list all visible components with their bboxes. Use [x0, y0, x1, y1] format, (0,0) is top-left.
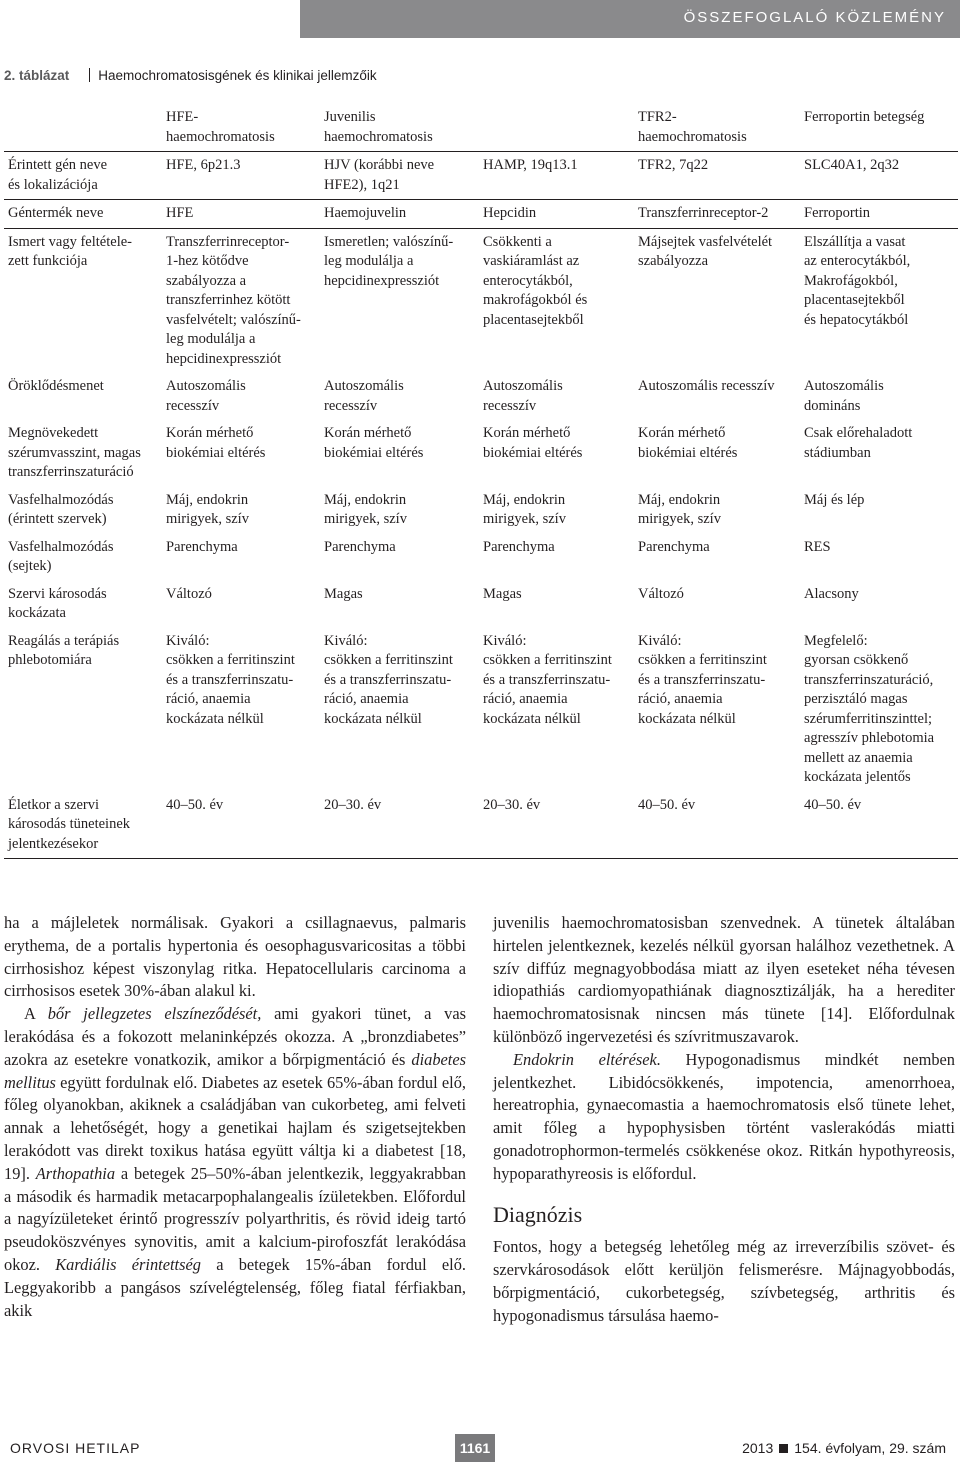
table-row	[4, 792, 958, 859]
table-cell: RES	[804, 538, 831, 555]
table-row	[4, 200, 958, 229]
table-cell: Magas	[324, 585, 363, 602]
section-heading: Diagnózis	[493, 1201, 583, 1227]
table-cell: Korán mérhető biokémiai eltérés	[166, 425, 266, 461]
table-cell: HAMP, 19q13.1	[479, 152, 634, 200]
table-cell: Májsejtek vasfelvételét szabályozza	[638, 233, 773, 269]
text-run: ami gyakori tünet, a vas lerakódása és a fokozott melaninképzés okozza. A „bronzdiabetes” azokra az esetekre vonatkozik, amikor a bőrpigmentáció és	[4, 1004, 466, 1069]
paragraph	[4, 1003, 466, 1322]
table-cell: Máj, endokrin mirigyek, szív	[166, 491, 249, 527]
table-cell: Máj, endokrin mirigyek, szív	[638, 491, 721, 527]
table-cell: Alacsony	[804, 585, 859, 602]
table-cell: Máj, endokrin mirigyek, szív	[483, 491, 566, 527]
table-cell: Parenchyma	[483, 538, 555, 555]
table-cell: Korán mérhető biokémiai eltérés	[324, 425, 424, 461]
table-cell: Magas	[483, 585, 522, 602]
table-cell: HFE, 6p21.3	[162, 152, 320, 200]
table-cell: TFR2, 7q22	[634, 152, 800, 200]
left-column	[4, 912, 466, 1322]
table-cell: Máj, endokrin mirigyek, szív	[324, 491, 407, 527]
table-cell: Transzferrinreceptor- 1-hez kötődve szabályozza a transzferrinhez kötött vasfelvételt; valószínű- leg modulálja a hepcidinexpressziót	[166, 233, 301, 367]
row-label-cell: Érintett gén neve és lokalizációja	[4, 152, 162, 200]
table-cell: 40–50. év	[162, 792, 320, 859]
banner-label: ÖSSZEFOGLALÓ KÖZLEMÉNY	[683, 9, 946, 26]
table-cell: Máj és lép	[804, 491, 865, 508]
table-cell: Változó	[638, 585, 684, 602]
table-number: 2. táblázat	[4, 68, 70, 83]
table-cell: 40–50. év	[634, 792, 800, 859]
text-run: együtt fordulnak elő. Diabetes az esetek 65%-ában fordul elő, főleg olyanokban, akiknek a családjában van cukorbeteg, ami felveti annak a lehetőségét, hogy a genetikai hajlam és szigetsejtekben lerakódott vas direkt toxikus hatása együtt váltja ki a diabetest [18, 19].	[4, 1072, 466, 1183]
italic-term: Arthopathia	[35, 1163, 116, 1183]
table-cell: HJV (korábbi neve HFE2), 1q21	[320, 152, 479, 200]
row-label-cell: Öröklődésmenet	[8, 378, 104, 394]
table-cell: Parenchyma	[638, 538, 710, 555]
table-cell: Ferroportin betegség	[800, 104, 958, 152]
row-label-cell: Szervi károsodás kockázata	[8, 585, 107, 621]
table-cell: Csak előrehaladott stádiumban	[804, 425, 913, 461]
text-run: a betegek 25–50%-ában jelentkezik, leggyakrabban a második és harmadik metacarpophalangealis ízületekben. Előfordul a nagyízületeket érintő progresszív polyarthritis, és rövid ideig tartó pseudoköszvényes synovitis, amit a kalcium-pirofoszfát lerakódása okoz.	[4, 1163, 466, 1274]
row-label-cell: Megnövekedett szérumvasszint, magas transzferrinszaturáció	[8, 425, 141, 480]
section-banner	[0, 0, 960, 38]
paragraph: Fontos, hogy a betegség lehetőleg még az irreverzíbilis szövet- és szervkárosodások előtt kerüljön felismerésre. Májnagyobbodás, bőrpigmentáció, cukorbetegség, szívbetegség, arthritis és hypogonadismus társulása haemo-	[493, 1237, 955, 1325]
row-label-cell: Reagálás a terápiás phlebotomiára	[8, 632, 120, 668]
table-cell: Autoszomális recesszív	[166, 378, 246, 414]
table-cell: Megfelelő: gyorsan csökkenő transzferrinszaturáció, perzisztáló magas szérumferritinszinttel; agresszív phlebotomia mellett az anaemia kockázata jelentős	[804, 632, 935, 785]
italic-term: Kardiális érintettség	[55, 1254, 201, 1274]
paragraph	[493, 1049, 955, 1186]
issue-info	[742, 1440, 946, 1456]
row-label-cell	[4, 104, 162, 152]
italic-term: diabetes mellitus	[4, 1049, 466, 1092]
table-cell: Autoszomális recesszív	[638, 378, 775, 394]
page-number: 1161	[455, 1434, 495, 1462]
table-cell: Hepcidin	[479, 200, 634, 229]
table-caption	[4, 68, 377, 83]
italic-term: bőr jellegzetes elszíneződését,	[47, 1004, 262, 1024]
table-cell: Autoszomális domináns	[804, 378, 884, 414]
table-cell: 20–30. év	[320, 792, 479, 859]
table-cell: Korán mérhető biokémiai eltérés	[483, 425, 583, 461]
volume: 154. évfolyam, 29. szám	[794, 1440, 946, 1456]
text-run: Hypogonadismus mindkét nemben jelentkezhet. Libidócsökkenés, impotencia, amenorrhoea, hereatrophia, gynaecomastia a haemochromatosis első tünete lehet, amit főleg a hypophysisben történt vaslerakódás miatti gonadotrophormon-termelés csökkenése okoz. Ritkán hypothyreosis, hypoparathyreosis is előfordul.	[493, 1049, 955, 1183]
table-cell: Parenchyma	[166, 538, 238, 555]
table-row	[4, 228, 958, 373]
row-label-cell: Életkor a szervi károsodás tüneteinek jelentkezésekor	[4, 792, 162, 859]
table-cell: Autoszomális recesszív	[324, 378, 404, 414]
gene-comparison-table	[4, 104, 958, 859]
table-cell: Változó	[166, 585, 212, 602]
table-header-row	[4, 104, 958, 152]
table-cell: TFR2- haemochromatosis	[634, 104, 800, 152]
table-cell: Haemojuvelin	[320, 200, 479, 229]
table-cell: Transzferrinreceptor-2	[634, 200, 800, 229]
text-run: A	[24, 1004, 48, 1024]
table-row	[4, 487, 958, 534]
square-bullet-icon	[779, 1444, 788, 1453]
table-cell: Korán mérhető biokémiai eltérés	[638, 425, 738, 461]
table-cell: Kiváló: csökken a ferritinszint és a transzferrinszatu- ráció, anaemia kockázata nélkül	[166, 632, 295, 727]
row-label-cell: Géntermék neve	[4, 200, 162, 229]
table-cell: Juvenilis haemochromatosis	[320, 104, 479, 152]
table-row	[4, 152, 958, 200]
page-footer	[0, 1434, 960, 1464]
table-cell: Kiváló: csökken a ferritinszint és a transzferrinszatu- ráció, anaemia kockázata nélkül	[483, 632, 612, 727]
year: 2013	[742, 1440, 774, 1456]
journal-name: ORVOSI HETILAP	[10, 1440, 141, 1456]
row-label-cell: Vasfelhalmozódás (érintett szervek)	[8, 491, 114, 527]
row-label-cell: Ismert vagy feltétele- zett funkciója	[8, 233, 132, 269]
paragraph: juvenilis haemochromatosisban szenvednek. A tünetek általában hirtelen jelentkeznek, kezelés nélkül gyorsan halálhoz vezethetnek. A szív diffúz megnagyobbodása miatt az ilyen eseteket néha tévesen idiopathiás cardiomyopathiának diagnosztizálják, ha a herediter haemochromatosisnak nincsen más tünete [14]. Előfordulnak különböző ingervezetési és szívritmuszavarok.	[493, 913, 955, 1046]
table-cell: Csökkenti a vaskiáramlást az enterocytákból, makrofágokból és placentasejtekből	[483, 233, 588, 328]
table-cell: Kiváló: csökken a ferritinszint és a transzferrinszatu- ráció, anaemia kockázata nélkül	[638, 632, 767, 727]
caption-divider	[89, 68, 90, 82]
italic-term: Endokrin eltérések.	[513, 1049, 661, 1069]
table-cell: SLC40A1, 2q32	[800, 152, 958, 200]
table-cell	[479, 104, 634, 152]
table-cell: Elszállítja a vasat az enterocytákból, Makrofágokból, placentasejtekből és hepatocytákból	[804, 233, 911, 328]
table-title: Haemochromatosisgének és klinikai jellemzőik	[98, 68, 377, 83]
table-row	[4, 373, 958, 420]
table-cell: Autoszomális recesszív	[483, 378, 563, 414]
text-run: a betegek 15%-ában fordul elő. Leggyakoribb a pangásos szívelégtelenség, főleg fiatal férfiakban, akik	[4, 1254, 466, 1320]
table-cell: 40–50. év	[800, 792, 958, 859]
table-cell: HFE- haemochromatosis	[162, 104, 320, 152]
table-cell: Ferroportin	[800, 200, 958, 229]
table-cell: Parenchyma	[324, 538, 396, 555]
paragraph: ha a májleletek normálisak. Gyakori a csillagnaevus, palmaris erythema, de a portalis hypertonia és oesophagusvaricositas a többi cirrhosishoz képest viszonylag ritka. Hepatocellularis carcinoma a cirrhosisos esetek 30%-ában alakul ki.	[4, 913, 466, 1001]
right-column	[493, 912, 955, 1328]
table-row	[4, 534, 958, 581]
table-cell: 20–30. év	[479, 792, 634, 859]
table-row	[4, 420, 958, 487]
row-label-cell: Vasfelhalmozódás (sejtek)	[8, 538, 114, 574]
table-cell: HFE	[162, 200, 320, 229]
table-cell: Ismeretlen; valószínű- leg modulálja a hepcidinexpressziót	[324, 233, 454, 289]
table-cell: Kiváló: csökken a ferritinszint és a transzferrinszatu- ráció, anaemia kockázata nélkül	[324, 632, 453, 727]
table-row	[4, 581, 958, 628]
table-row	[4, 628, 958, 792]
